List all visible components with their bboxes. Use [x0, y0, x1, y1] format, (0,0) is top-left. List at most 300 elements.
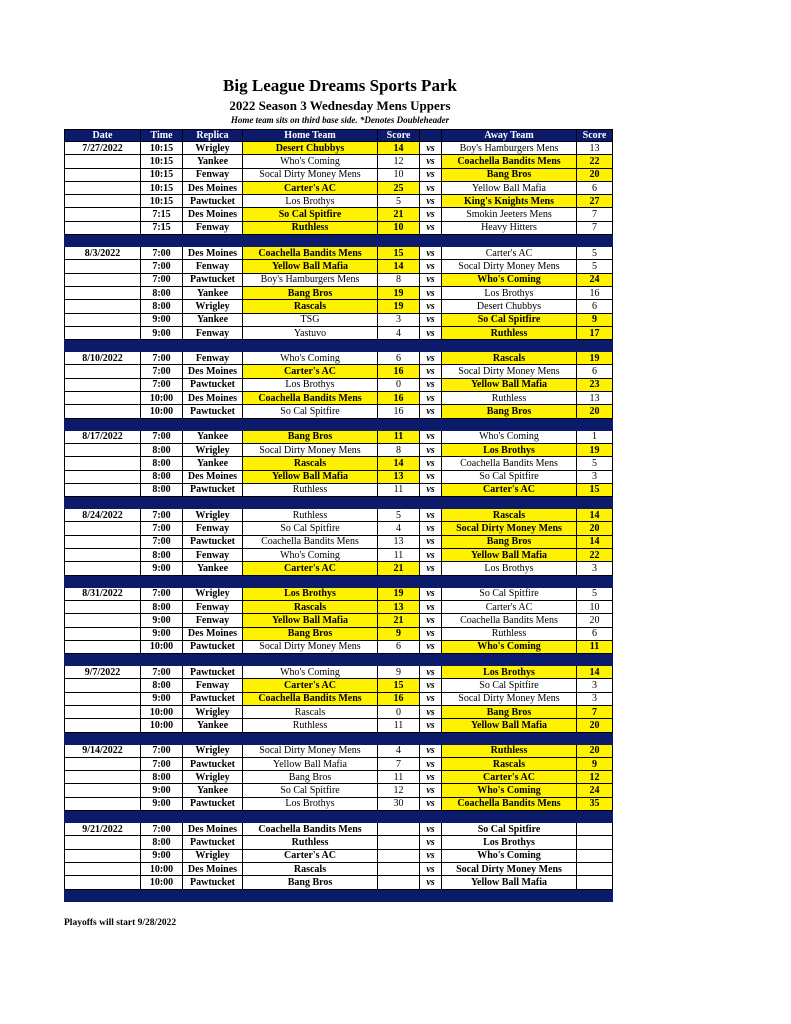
separator-cell — [141, 889, 183, 901]
table-row — [65, 600, 613, 613]
home-team: Bang Bros — [243, 286, 378, 299]
field-replica: Yankee — [183, 784, 243, 797]
away-team: Coachella Bandits Mens — [442, 797, 577, 810]
game-time: 7:00 — [141, 744, 183, 757]
game-time: 8:00 — [141, 457, 183, 470]
game-date: 8/24/2022 — [65, 509, 141, 522]
column-header-home-score: Score — [378, 130, 420, 142]
game-time: 9:00 — [141, 784, 183, 797]
away-team: Yellow Ball Mafia — [442, 719, 577, 732]
game-date-empty — [65, 549, 141, 562]
separator-cell — [65, 654, 141, 666]
field-replica: Des Moines — [183, 470, 243, 483]
home-score: 3 — [378, 313, 420, 326]
vs-label: vs — [420, 679, 442, 692]
table-row — [65, 483, 613, 496]
away-score: 3 — [577, 679, 613, 692]
game-date: 8/3/2022 — [65, 247, 141, 260]
away-score: 6 — [577, 181, 613, 194]
separator-cell — [65, 235, 141, 247]
away-score: 35 — [577, 797, 613, 810]
game-date-empty — [65, 627, 141, 640]
separator-cell — [378, 811, 420, 823]
game-time: 8:00 — [141, 771, 183, 784]
home-score: 19 — [378, 300, 420, 313]
game-date-empty — [65, 679, 141, 692]
field-replica: Fenway — [183, 168, 243, 181]
away-score: 22 — [577, 155, 613, 168]
game-date-empty — [65, 300, 141, 313]
separator-cell — [141, 418, 183, 430]
home-team: So Cal Spitfire — [243, 522, 378, 535]
separator-cell — [183, 575, 243, 587]
game-time: 8:00 — [141, 549, 183, 562]
field-replica: Des Moines — [183, 247, 243, 260]
game-time: 10:15 — [141, 142, 183, 155]
home-team: Bang Bros — [243, 771, 378, 784]
table-row — [65, 535, 613, 548]
away-team: Who's Coming — [442, 849, 577, 862]
field-replica: Wrigley — [183, 744, 243, 757]
away-team: Los Brothys — [442, 836, 577, 849]
game-time: 8:00 — [141, 483, 183, 496]
game-date-empty — [65, 168, 141, 181]
field-replica: Pawtucket — [183, 405, 243, 418]
home-team: Who's Coming — [243, 155, 378, 168]
field-replica: Pawtucket — [183, 666, 243, 679]
table-row — [65, 522, 613, 535]
away-score: 27 — [577, 195, 613, 208]
separator-cell — [243, 575, 378, 587]
away-team: Yellow Ball Mafia — [442, 876, 577, 889]
table-row — [65, 181, 613, 194]
home-score: 15 — [378, 247, 420, 260]
away-score: 5 — [577, 260, 613, 273]
home-team: Bang Bros — [243, 876, 378, 889]
game-time: 8:00 — [141, 836, 183, 849]
vs-label: vs — [420, 705, 442, 718]
home-score: 16 — [378, 692, 420, 705]
game-date-empty — [65, 771, 141, 784]
separator-cell — [442, 889, 577, 901]
away-team: Socal Dirty Money Mens — [442, 522, 577, 535]
game-time: 9:00 — [141, 614, 183, 627]
game-time: 7:00 — [141, 260, 183, 273]
vs-label: vs — [420, 142, 442, 155]
home-team: So Cal Spitfire — [243, 208, 378, 221]
vs-label: vs — [420, 719, 442, 732]
field-replica: Des Moines — [183, 181, 243, 194]
game-time: 10:00 — [141, 405, 183, 418]
table-row — [65, 784, 613, 797]
away-score: 12 — [577, 771, 613, 784]
away-score: 1 — [577, 430, 613, 443]
field-replica: Wrigley — [183, 300, 243, 313]
separator-cell — [420, 732, 442, 744]
vs-label: vs — [420, 784, 442, 797]
separator-cell — [442, 575, 577, 587]
away-score — [577, 862, 613, 875]
game-date-empty — [65, 273, 141, 286]
table-row — [65, 247, 613, 260]
game-time: 7:00 — [141, 352, 183, 365]
game-date-empty — [65, 365, 141, 378]
home-score: 13 — [378, 600, 420, 613]
week-separator — [65, 575, 613, 587]
separator-cell — [442, 811, 577, 823]
separator-cell — [183, 340, 243, 352]
game-time: 8:00 — [141, 470, 183, 483]
away-score: 24 — [577, 273, 613, 286]
away-team: Yellow Ball Mafia — [442, 378, 577, 391]
away-team: Desert Chubbys — [442, 300, 577, 313]
field-replica: Pawtucket — [183, 273, 243, 286]
game-time: 7:00 — [141, 757, 183, 770]
separator-cell — [442, 654, 577, 666]
separator-cell — [420, 575, 442, 587]
field-replica: Wrigley — [183, 587, 243, 600]
away-team: Yellow Ball Mafia — [442, 549, 577, 562]
table-row — [65, 365, 613, 378]
away-score — [577, 823, 613, 836]
table-row — [65, 155, 613, 168]
away-team: Socal Dirty Money Mens — [442, 260, 577, 273]
table-header-row — [65, 130, 613, 142]
game-time: 8:00 — [141, 300, 183, 313]
page-subtitle: 2022 Season 3 Wednesday Mens Uppers — [229, 98, 451, 113]
game-time: 10:00 — [141, 862, 183, 875]
column-header-away-team: Away Team — [442, 130, 577, 142]
home-team: Who's Coming — [243, 352, 378, 365]
game-date-empty — [65, 221, 141, 234]
table-row — [65, 509, 613, 522]
game-time: 7:00 — [141, 666, 183, 679]
game-date-empty — [65, 836, 141, 849]
home-score: 14 — [378, 260, 420, 273]
away-team: Bang Bros — [442, 535, 577, 548]
separator-cell — [65, 732, 141, 744]
column-header-time: Time — [141, 130, 183, 142]
game-date-empty — [65, 862, 141, 875]
home-team: Rascals — [243, 457, 378, 470]
game-date: 8/10/2022 — [65, 352, 141, 365]
vs-label: vs — [420, 757, 442, 770]
table-row — [65, 836, 613, 849]
away-score: 14 — [577, 535, 613, 548]
page-title: Big League Dreams Sports Park — [223, 76, 457, 95]
vs-label: vs — [420, 260, 442, 273]
home-team: Carter's AC — [243, 679, 378, 692]
home-team: Carter's AC — [243, 181, 378, 194]
vs-label: vs — [420, 862, 442, 875]
home-score: 7 — [378, 757, 420, 770]
game-time: 10:00 — [141, 876, 183, 889]
home-team: Los Brothys — [243, 378, 378, 391]
home-score: 11 — [378, 549, 420, 562]
game-time: 9:00 — [141, 849, 183, 862]
away-team: Coachella Bandits Mens — [442, 155, 577, 168]
home-score: 16 — [378, 405, 420, 418]
field-replica: Fenway — [183, 352, 243, 365]
table-row — [65, 313, 613, 326]
separator-cell — [183, 889, 243, 901]
field-replica: Des Moines — [183, 862, 243, 875]
home-team: So Cal Spitfire — [243, 784, 378, 797]
table-row — [65, 273, 613, 286]
table-row — [65, 470, 613, 483]
vs-label: vs — [420, 247, 442, 260]
game-time: 7:15 — [141, 221, 183, 234]
away-team: Carter's AC — [442, 247, 577, 260]
home-score: 16 — [378, 392, 420, 405]
game-time: 7:00 — [141, 587, 183, 600]
separator-cell — [141, 654, 183, 666]
home-team: Coachella Bandits Mens — [243, 823, 378, 836]
home-score: 21 — [378, 614, 420, 627]
separator-cell — [577, 889, 613, 901]
home-score — [378, 849, 420, 862]
away-team: Ruthless — [442, 392, 577, 405]
game-date: 9/7/2022 — [65, 666, 141, 679]
table-row — [65, 876, 613, 889]
game-time: 10:15 — [141, 195, 183, 208]
vs-label: vs — [420, 535, 442, 548]
separator-cell — [420, 811, 442, 823]
table-row — [65, 392, 613, 405]
week-separator — [65, 418, 613, 430]
away-score: 5 — [577, 457, 613, 470]
field-replica: Yankee — [183, 719, 243, 732]
vs-label: vs — [420, 430, 442, 443]
home-team: Rascals — [243, 862, 378, 875]
page-note: Home team sits on third base side. *Denotes Doubleheader — [230, 115, 450, 125]
away-score: 11 — [577, 640, 613, 653]
separator-cell — [141, 811, 183, 823]
game-time: 10:00 — [141, 392, 183, 405]
separator-cell — [183, 497, 243, 509]
home-team: Desert Chubbys — [243, 142, 378, 155]
home-score — [378, 823, 420, 836]
game-time: 10:15 — [141, 181, 183, 194]
away-score: 23 — [577, 378, 613, 391]
away-team: Coachella Bandits Mens — [442, 614, 577, 627]
field-replica: Wrigley — [183, 443, 243, 456]
game-time: 10:00 — [141, 705, 183, 718]
away-team: Heavy Hitters — [442, 221, 577, 234]
home-team: Carter's AC — [243, 849, 378, 862]
separator-cell — [577, 811, 613, 823]
away-score: 20 — [577, 405, 613, 418]
home-score: 11 — [378, 719, 420, 732]
field-replica: Yankee — [183, 155, 243, 168]
table-row — [65, 443, 613, 456]
home-score: 0 — [378, 378, 420, 391]
home-score: 4 — [378, 744, 420, 757]
separator-cell — [141, 575, 183, 587]
home-score — [378, 836, 420, 849]
table-row — [65, 208, 613, 221]
away-team: So Cal Spitfire — [442, 679, 577, 692]
table-row — [65, 352, 613, 365]
away-score: 3 — [577, 692, 613, 705]
game-date: 9/14/2022 — [65, 744, 141, 757]
field-replica: Fenway — [183, 522, 243, 535]
table-row — [65, 405, 613, 418]
week-separator — [65, 497, 613, 509]
table-row — [65, 862, 613, 875]
home-score: 6 — [378, 352, 420, 365]
vs-label: vs — [420, 470, 442, 483]
vs-label: vs — [420, 666, 442, 679]
home-score: 5 — [378, 195, 420, 208]
game-time: 7:00 — [141, 430, 183, 443]
home-score: 14 — [378, 142, 420, 155]
field-replica: Wrigley — [183, 849, 243, 862]
game-time: 10:15 — [141, 155, 183, 168]
home-score: 30 — [378, 797, 420, 810]
separator-cell — [141, 235, 183, 247]
separator-cell — [243, 235, 378, 247]
game-date-empty — [65, 784, 141, 797]
away-team: Coachella Bandits Mens — [442, 457, 577, 470]
away-score — [577, 849, 613, 862]
field-replica: Fenway — [183, 260, 243, 273]
vs-label: vs — [420, 509, 442, 522]
game-date-empty — [65, 443, 141, 456]
table-row — [65, 771, 613, 784]
game-date-empty — [65, 155, 141, 168]
separator-cell — [577, 497, 613, 509]
vs-label: vs — [420, 273, 442, 286]
separator-cell — [65, 418, 141, 430]
home-team: Yellow Ball Mafia — [243, 757, 378, 770]
home-team: Yellow Ball Mafia — [243, 260, 378, 273]
home-score: 10 — [378, 221, 420, 234]
vs-label: vs — [420, 771, 442, 784]
vs-label: vs — [420, 181, 442, 194]
home-score: 10 — [378, 168, 420, 181]
separator-cell — [65, 575, 141, 587]
away-team: So Cal Spitfire — [442, 587, 577, 600]
separator-cell — [420, 654, 442, 666]
field-replica: Pawtucket — [183, 535, 243, 548]
away-score — [577, 836, 613, 849]
home-score: 4 — [378, 522, 420, 535]
separator-cell — [442, 732, 577, 744]
column-header-away-score: Score — [577, 130, 613, 142]
field-replica: Des Moines — [183, 627, 243, 640]
home-team: Yellow Ball Mafia — [243, 470, 378, 483]
separator-cell — [420, 418, 442, 430]
table-row — [65, 705, 613, 718]
separator-cell — [183, 235, 243, 247]
away-team: Carter's AC — [442, 771, 577, 784]
away-score: 20 — [577, 719, 613, 732]
separator-cell — [378, 889, 420, 901]
vs-label: vs — [420, 562, 442, 575]
table-row — [65, 168, 613, 181]
game-date-empty — [65, 313, 141, 326]
game-date-empty — [65, 535, 141, 548]
game-time: 9:00 — [141, 313, 183, 326]
field-replica: Pawtucket — [183, 640, 243, 653]
away-team: Los Brothys — [442, 562, 577, 575]
week-separator — [65, 732, 613, 744]
table-row — [65, 679, 613, 692]
away-team: Rascals — [442, 757, 577, 770]
home-team: Coachella Bandits Mens — [243, 392, 378, 405]
field-replica: Des Moines — [183, 823, 243, 836]
field-replica: Yankee — [183, 430, 243, 443]
game-date-empty — [65, 392, 141, 405]
away-score: 14 — [577, 509, 613, 522]
field-replica: Pawtucket — [183, 876, 243, 889]
column-header-replica: Replica — [183, 130, 243, 142]
game-date-empty — [65, 614, 141, 627]
home-score: 11 — [378, 483, 420, 496]
vs-label: vs — [420, 286, 442, 299]
vs-label: vs — [420, 849, 442, 862]
home-team: Coachella Bandits Mens — [243, 535, 378, 548]
week-separator — [65, 654, 613, 666]
game-time: 7:00 — [141, 535, 183, 548]
home-team: Coachella Bandits Mens — [243, 247, 378, 260]
separator-cell — [243, 340, 378, 352]
game-date: 8/31/2022 — [65, 587, 141, 600]
away-team: Rascals — [442, 352, 577, 365]
separator-cell — [243, 889, 378, 901]
away-score: 7 — [577, 705, 613, 718]
home-score: 21 — [378, 562, 420, 575]
home-score: 15 — [378, 679, 420, 692]
home-score: 0 — [378, 705, 420, 718]
field-replica: Yankee — [183, 286, 243, 299]
schedule-body — [65, 142, 613, 902]
away-score: 6 — [577, 300, 613, 313]
home-team: Yellow Ball Mafia — [243, 614, 378, 627]
game-time: 7:00 — [141, 522, 183, 535]
table-row — [65, 142, 613, 155]
away-score: 22 — [577, 549, 613, 562]
home-team: Rascals — [243, 705, 378, 718]
game-date-empty — [65, 457, 141, 470]
home-score: 12 — [378, 784, 420, 797]
field-replica: Pawtucket — [183, 836, 243, 849]
game-time: 9:00 — [141, 797, 183, 810]
field-replica: Des Moines — [183, 365, 243, 378]
home-score: 12 — [378, 155, 420, 168]
home-team: Who's Coming — [243, 666, 378, 679]
game-date-empty — [65, 849, 141, 862]
game-time: 7:00 — [141, 273, 183, 286]
separator-cell — [420, 497, 442, 509]
home-team: Ruthless — [243, 221, 378, 234]
field-replica: Des Moines — [183, 392, 243, 405]
vs-label: vs — [420, 405, 442, 418]
vs-label: vs — [420, 443, 442, 456]
home-team: TSG — [243, 313, 378, 326]
separator-cell — [141, 340, 183, 352]
vs-label: vs — [420, 627, 442, 640]
game-date-empty — [65, 797, 141, 810]
week-separator — [65, 340, 613, 352]
vs-label: vs — [420, 823, 442, 836]
away-team: Los Brothys — [442, 666, 577, 679]
home-score: 13 — [378, 535, 420, 548]
home-score: 16 — [378, 365, 420, 378]
away-team: Bang Bros — [442, 405, 577, 418]
home-score: 19 — [378, 587, 420, 600]
